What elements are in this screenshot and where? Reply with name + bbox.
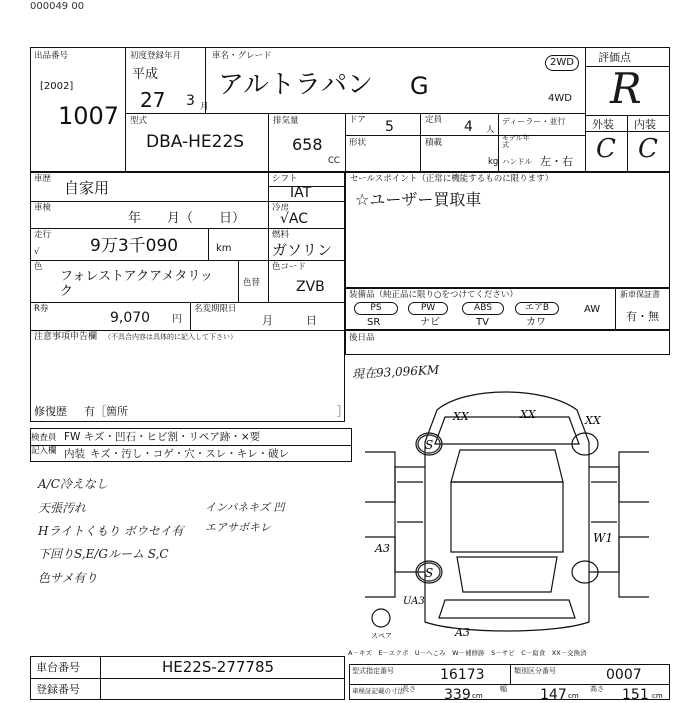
era: 平成 (132, 67, 159, 82)
top-strip: 000049 00 (30, 1, 85, 12)
displacement-label: 排気量 (273, 116, 299, 126)
repair-value: 有［箇所 (84, 405, 128, 418)
type-code-label: 型式指定番号 (352, 667, 394, 675)
color-line1: フォレストアクアメタリッ (60, 269, 213, 284)
capacity-unit: 人 (486, 125, 495, 135)
car-damage-diagram (345, 372, 670, 647)
length: 339 (444, 687, 471, 703)
handle: 左・右 (540, 155, 573, 168)
odometer-note: 現在93,096KM (351, 362, 440, 382)
repair-label: 修復歴 (34, 405, 67, 418)
lot-number: 1007 (58, 102, 120, 130)
exterior-label: 外装 (592, 118, 614, 131)
dealer-label: ディーラー・並行 (502, 117, 566, 126)
score-label: 評価点 (598, 51, 631, 64)
drive-2wd: 2WD (545, 55, 579, 71)
mileage-label: 走行 (34, 230, 52, 240)
chassis-number: HE22S-277785 (162, 658, 275, 676)
history: 自家用 (64, 179, 110, 197)
inspector-label2: 記入欄 (31, 446, 57, 456)
equip-airbag: エアB (515, 302, 559, 315)
after-items-box (345, 330, 670, 355)
color-code: ZVB (296, 279, 325, 295)
diagram-mark-ua3: UA3 (403, 596, 425, 607)
type-code: 16173 (440, 667, 485, 683)
displacement: 658 (292, 135, 323, 154)
hand-note-3: Hライトくもり ボウセイ有 (38, 524, 184, 538)
name-change: 月 日 (262, 314, 317, 327)
hand-note-2: 天張汚れ (38, 501, 87, 515)
load-unit: kg (488, 157, 499, 167)
equip-tv: TV (476, 317, 489, 328)
model-year-label: モデル年式 (502, 134, 530, 149)
interior-label: 内装 (634, 118, 656, 131)
length-unit: cm (472, 692, 483, 700)
length-label: 長さ (402, 685, 416, 693)
displacement-unit: CC (328, 156, 340, 166)
equip-navi: ナビ (420, 317, 440, 328)
damage-legend: A－キズ E－エクボ U－へこみ W－補修跡 S－サビ C－腐食 XX－交換済 (348, 649, 587, 657)
left-info-block (30, 172, 345, 422)
color-change-label: 色替 (243, 278, 261, 288)
equip-sr: SR (367, 317, 381, 328)
car-type: DBA-HE22S (146, 132, 245, 152)
diagram-mark-xx-1: XX (453, 410, 469, 423)
recycle-fee: 9,070 (110, 310, 151, 326)
type-label: 型式 (130, 116, 148, 126)
hand-note-side-2: エアサボキレ (205, 521, 271, 534)
name-change-label: 名変期限日 (194, 304, 237, 314)
exterior-grade: C (596, 134, 616, 164)
diagram-mark-s-1: S (425, 438, 434, 452)
lot-number-label: 出品番号 (34, 51, 69, 61)
hand-note-1: A/C冷えなし (38, 477, 108, 491)
color-line2: ク (60, 284, 74, 299)
notes-sub: （不具合内容は具体的に記入して下さい） (104, 333, 237, 341)
fuel: ガソリン (272, 241, 333, 259)
height: 151 (622, 687, 649, 703)
width-label: 幅 (500, 685, 507, 693)
color-code-label: 色コード (272, 262, 307, 272)
diagram-mark-a3-2: A3 (455, 626, 470, 639)
door-label: ドア (349, 115, 366, 125)
shaken: 年 月（ 日） (128, 211, 246, 226)
capacity: 4 (464, 119, 473, 135)
sales-point: ☆ユーザー買取車 (355, 190, 482, 209)
equipment-label: 装備品（純正品に限り○をつけてください） (349, 290, 518, 300)
inspector-ext-items: FW キズ・凹石・ヒビ割・リペア跡・×要 (64, 431, 261, 443)
registration-label: 登録番号 (36, 683, 80, 696)
score: R (610, 64, 642, 113)
mileage-unit: km (216, 243, 232, 254)
equip-pw: PW (408, 302, 448, 315)
equip-ps: PS (354, 302, 398, 315)
notes-label: 注意事項申告欄 (34, 332, 98, 342)
recycle-unit: 円 (172, 314, 182, 325)
inspector-int-items: キズ・汚し・コゲ・穴・スレ・キレ・破レ (90, 448, 290, 460)
ac-label: 冷房 (272, 203, 290, 213)
equip-leather: カワ (526, 317, 546, 328)
drive-4wd: 4WD (548, 93, 572, 104)
air-conditioner: √AC (280, 211, 309, 227)
warranty: 有・無 (626, 310, 659, 323)
handle-label: ハンドル (502, 157, 532, 166)
month-unit: 月 (200, 102, 209, 112)
history-label: 車歴 (34, 174, 52, 184)
interior-grade: C (638, 134, 658, 164)
repair-close: ］ (337, 405, 348, 418)
model-label: 車名・グレード (212, 51, 272, 61)
diagram-mark-w1: W1 (593, 531, 613, 545)
diagram-mark-a3-1: A3 (375, 542, 390, 555)
mileage-mark: √ (34, 247, 40, 257)
inspector-int-prefix: 内装 (64, 448, 85, 460)
sales-label: セールスポイント（正常に機能するものに限ります） (350, 174, 554, 184)
grade: G (410, 72, 429, 100)
spare-label: スペア (371, 632, 392, 640)
capacity-label: 定員 (425, 115, 443, 125)
shape-label: 形状 (349, 138, 367, 148)
shift-label: シフト (272, 174, 298, 184)
fuel-label: 燃料 (272, 230, 290, 240)
diagram-mark-s-2: S (425, 566, 434, 580)
lot-prefix: [2002] (40, 81, 74, 92)
load-label: 積載 (425, 138, 443, 148)
shaken-label: 車検 (34, 203, 52, 213)
chassis-label: 車台番号 (36, 661, 80, 674)
class-code: 0007 (606, 667, 642, 683)
after-items-label: 後日品 (349, 333, 375, 343)
reg-month: 3 (186, 93, 195, 109)
shift: IAT (290, 185, 312, 201)
height-label: 高さ (590, 685, 604, 693)
recycle-label: R券 (34, 304, 49, 314)
diagram-mark-xx-2: XX (520, 408, 536, 421)
first-reg-label: 初度登録年月 (130, 51, 182, 61)
mileage: 9万3千090 (90, 236, 179, 256)
color-label: 色 (34, 262, 43, 272)
height-unit: cm (652, 692, 663, 700)
equip-abs: ABS (462, 302, 504, 315)
doors: 5 (385, 119, 394, 135)
hand-note-5: 色サメ有り (38, 571, 98, 585)
warranty-label: 新車保証書 (620, 290, 660, 299)
reg-year: 27 (140, 88, 166, 112)
width-unit: cm (568, 692, 579, 700)
inspector-label1: 検査員 (31, 433, 57, 443)
dims-label: 車検証記載の寸法 (352, 687, 404, 695)
hand-note-side-1: インパネキズ 凹 (205, 501, 285, 514)
width: 147 (540, 687, 567, 703)
car-model: アルトラパン (218, 70, 373, 100)
hand-note-4: 下回りS,E/Gルーム S,C (38, 547, 169, 561)
class-code-label: 類別区分番号 (514, 667, 556, 675)
diagram-mark-xx-3: XX (585, 414, 601, 427)
equip-aw: AW (584, 304, 601, 315)
